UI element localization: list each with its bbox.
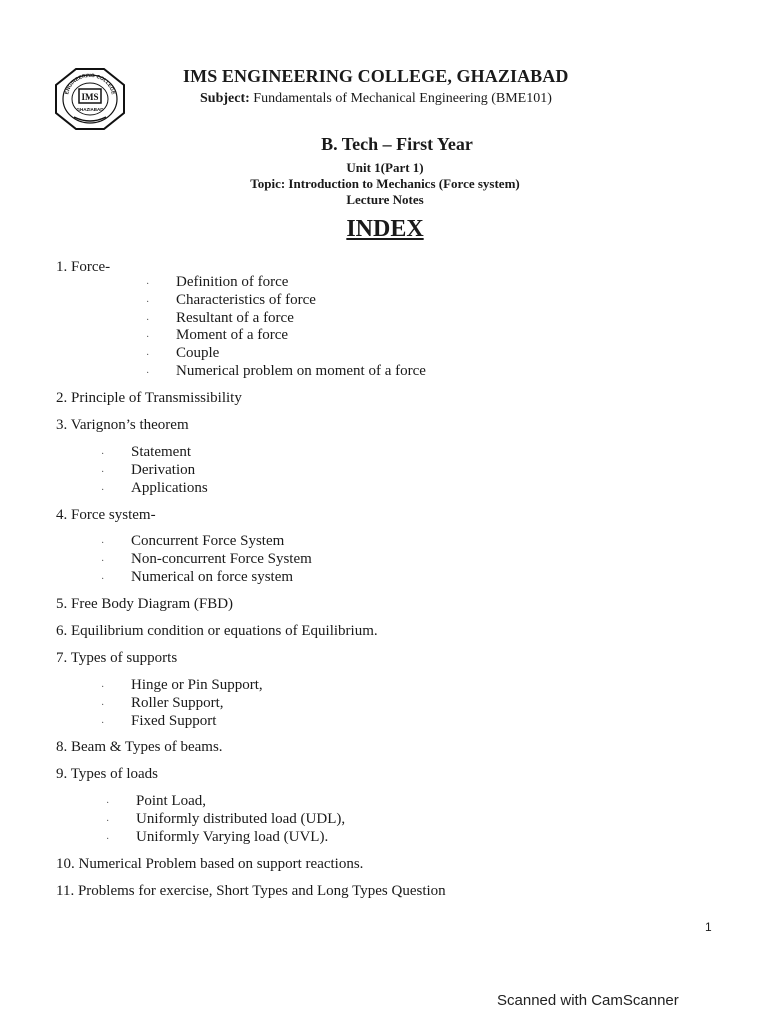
bullet: ·	[146, 315, 150, 326]
bullet: ·	[101, 467, 105, 478]
index-item-7: 7. Types of supports	[56, 650, 178, 666]
list-item: Hinge or Pin Support,	[131, 677, 263, 693]
list-item: Uniformly distributed load (UDL),	[136, 811, 346, 827]
index-item-5: 5. Free Body Diagram (FBD)	[56, 596, 234, 612]
list-item: Applications	[131, 480, 208, 496]
logo-ring-top: ENGINEERING COLLEGE	[64, 72, 116, 96]
list-item: Point Load,	[136, 793, 206, 809]
index-item-10: 10. Numerical Problem based on support reactions.	[56, 856, 364, 872]
list-item: Uniformly Varying load (UVL).	[136, 829, 329, 845]
index-heading: INDEX	[346, 216, 424, 242]
subject-line	[200, 91, 620, 107]
college-logo	[54, 67, 126, 131]
college-name: IMS ENGINEERING COLLEGE, GHAZIABAD	[183, 66, 569, 86]
list-item: Roller Support,	[131, 695, 224, 711]
bullet: ·	[146, 350, 150, 361]
list-item: Characteristics of force	[176, 292, 316, 308]
bullet: ·	[106, 798, 110, 809]
bullet: ·	[101, 538, 105, 549]
bullet: ·	[146, 368, 150, 379]
index-item-11	[56, 883, 446, 900]
notes-line: Lecture Notes	[346, 192, 424, 207]
bullet: ·	[106, 834, 110, 845]
bullet: ·	[106, 816, 110, 827]
list-item: Resultant of a force	[176, 310, 294, 326]
bullet: ·	[101, 682, 105, 693]
scanner-watermark: Scanned with CamScanner	[497, 992, 679, 1009]
list-item: Fixed Support	[131, 713, 217, 729]
index-item-3: 3. Varignon’s theorem	[56, 417, 189, 433]
list-item: Definition of force	[176, 274, 289, 290]
bullet: ·	[146, 332, 150, 343]
subject-value: Fundamentals of Mechanical Engineering (BME101)	[253, 91, 552, 106]
page-number: 1	[705, 920, 712, 934]
index-item-8: 8. Beam & Types of beams.	[56, 739, 223, 755]
bullet: ·	[101, 485, 105, 496]
list-item: Numerical problem on moment of a force	[176, 363, 426, 379]
list-item: Non-concurrent Force System	[131, 551, 312, 567]
course-year: B. Tech – First Year	[321, 134, 473, 154]
index-item-9: 9. Types of loads	[56, 766, 158, 782]
unit-line: Unit 1(Part 1)	[346, 160, 424, 175]
bullet: ·	[101, 574, 105, 585]
item-11-bold: 11. Problems for exercise,	[56, 883, 213, 899]
logo-text: IMS	[81, 92, 99, 102]
bullet: ·	[101, 718, 105, 729]
list-item: Statement	[131, 444, 191, 460]
index-item-4: 4. Force system-	[56, 507, 156, 523]
list-item: Couple	[176, 345, 220, 361]
bullet: ·	[101, 556, 105, 567]
topic-line: Topic: Introduction to Mechanics (Force system)	[250, 176, 520, 191]
index-item-1: 1. Force-	[56, 259, 111, 275]
bullet: ·	[146, 279, 150, 290]
list-item: Moment of a force	[176, 327, 289, 343]
item-11-rest: Short Types and Long Types Question	[212, 883, 446, 899]
bullet: ·	[101, 449, 105, 460]
index-item-6: 6. Equilibrium condition or equations of Equilibrium.	[56, 623, 378, 639]
logo-ring-bottom: GHAZIABAD	[76, 107, 104, 112]
list-item: Numerical on force system	[131, 569, 294, 585]
index-item-2: 2. Principle of Transmissibility	[56, 390, 242, 406]
bullet: ·	[101, 700, 105, 711]
list-item: Derivation	[131, 462, 196, 478]
list-item: Concurrent Force System	[131, 533, 285, 549]
subject-label: Subject:	[200, 91, 250, 106]
bullet: ·	[146, 297, 150, 308]
